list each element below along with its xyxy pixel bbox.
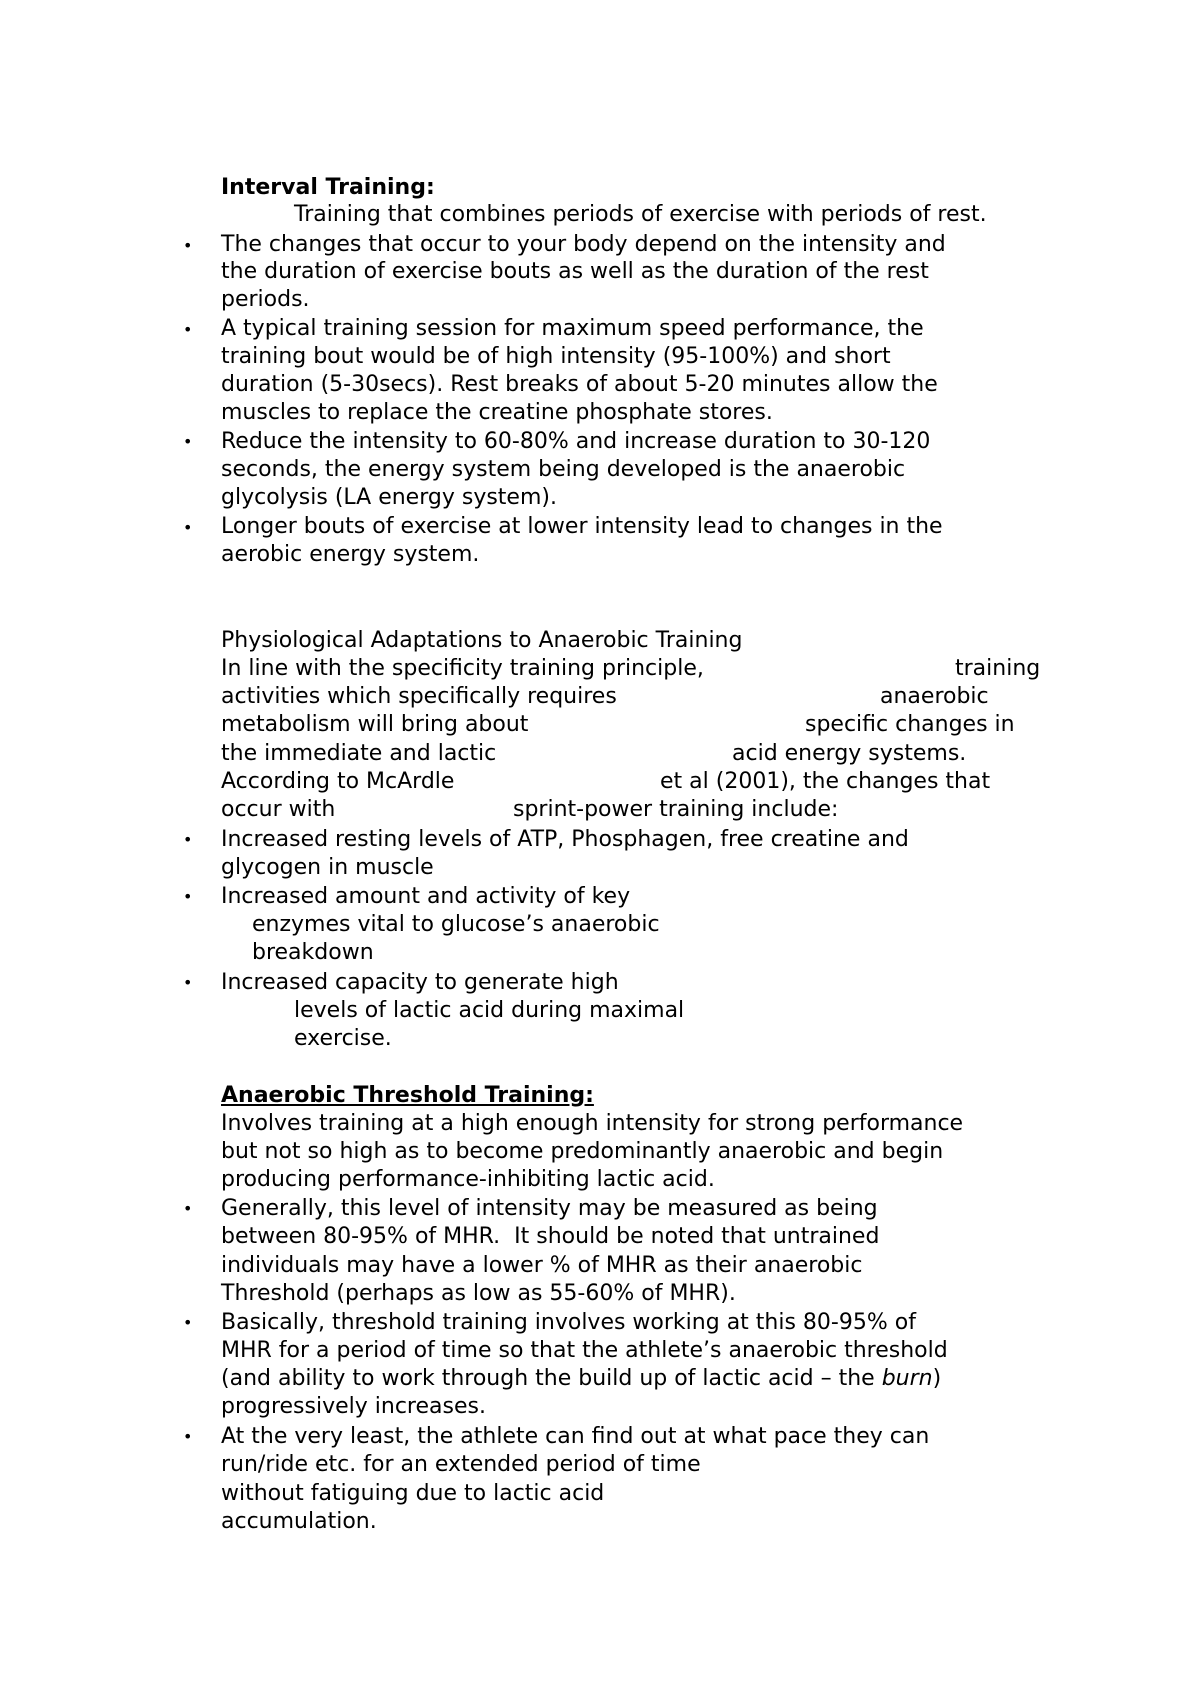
intro-segment: anaerobic — [880, 684, 989, 709]
intro-segment: activities which specifically requires — [221, 684, 617, 709]
threshold-intro-line: producing performance-inhibiting lactic acid. — [221, 1167, 715, 1192]
threshold-intro-line: but not so high as to become predominantly anaerobic and begin — [221, 1139, 944, 1164]
intro-segment: specific changes in — [805, 712, 1015, 737]
bullet-text-line: Basically, threshold training involves working at this 80-95% of — [221, 1310, 916, 1335]
bullet-text-line: enzymes vital to glucose’s anaerobic — [252, 912, 660, 937]
intro-segment: In line with the specificity training principle, — [221, 656, 704, 681]
threshold-heading: Anaerobic Threshold Training: — [221, 1083, 594, 1108]
bullet-marker: • — [183, 1313, 193, 1332]
bullet-text-line: Increased amount and activity of key — [221, 884, 631, 909]
bullet-text-line: periods. — [221, 287, 310, 312]
bullet-text-line: The changes that occur to your body depend on the intensity and — [221, 232, 946, 257]
bullet-text-line: the duration of exercise bouts as well as the duration of the rest — [221, 259, 929, 284]
bullet-text-line: progressively increases. — [221, 1394, 486, 1419]
intro-segment: metabolism will bring about — [221, 712, 529, 737]
bullet-marker: • — [183, 236, 193, 255]
bullet-text-line: muscles to replace the creatine phosphate stores. — [221, 400, 773, 425]
bullet-text-line: glycogen in muscle — [221, 855, 434, 880]
intro-segment: the immediate and lactic — [221, 741, 497, 766]
bullet-marker: • — [183, 973, 193, 992]
bullet-marker: • — [183, 830, 193, 849]
bullet-text-line: breakdown — [252, 940, 374, 965]
bullet-text-line: MHR for a period of time so that the athlete’s anaerobic threshold — [221, 1338, 948, 1363]
adaptations-heading: Physiological Adaptations to Anaerobic Training — [221, 628, 743, 653]
bullet-text-line: accumulation. — [221, 1509, 377, 1534]
bullet-marker: • — [183, 887, 193, 906]
bullet-text-line: training bout would be of high intensity (95-100%) and short — [221, 344, 891, 369]
bullet-marker: • — [183, 1199, 193, 1218]
interval-heading: Interval Training: — [221, 175, 435, 200]
bullet-text-line: Increased resting levels of ATP, Phosphagen, free creatine and — [221, 827, 909, 852]
bullet-marker: • — [183, 432, 193, 451]
bullet-text-line: Generally, this level of intensity may be measured as being — [221, 1196, 878, 1221]
bullet-marker: • — [183, 518, 193, 537]
bullet-text-line: Threshold (perhaps as low as 55-60% of MHR). — [221, 1281, 736, 1306]
intro-segment: et al (2001), the changes that — [660, 769, 991, 794]
interval-definition: Training that combines periods of exercise with periods of rest. — [294, 202, 987, 227]
text-segment: (and ability to work through the build up of lactic acid – the — [221, 1366, 882, 1391]
bullet-text-line: At the very least, the athlete can find out at what pace they can — [221, 1424, 930, 1449]
intro-segment: occur with — [221, 797, 336, 822]
bullet-text-line: without fatiguing due to lactic acid — [221, 1481, 605, 1506]
bullet-text-line-with-emphasis — [221, 1365, 941, 1393]
intro-segment: sprint-power training include: — [513, 797, 839, 822]
emphasis-burn: burn — [881, 1366, 933, 1391]
bullet-text-line: duration (5-30secs). Rest breaks of about 5-20 minutes allow the — [221, 372, 938, 397]
bullet-text-line: seconds, the energy system being developed is the anaerobic — [221, 457, 906, 482]
bullet-text-line: A typical training session for maximum speed performance, the — [221, 316, 924, 341]
threshold-intro-line: Involves training at a high enough intensity for strong performance — [221, 1111, 964, 1136]
bullet-marker: • — [183, 1427, 193, 1446]
bullet-text-line: levels of lactic acid during maximal — [294, 998, 685, 1023]
bullet-text-line: Reduce the intensity to 60-80% and increase duration to 30-120 — [221, 429, 931, 454]
bullet-text-line: between 80-95% of MHR. It should be noted that untrained — [221, 1224, 880, 1249]
bullet-text-line: Increased capacity to generate high — [221, 970, 619, 995]
bullet-text-line: Longer bouts of exercise at lower intensity lead to changes in the — [221, 514, 943, 539]
intro-segment: acid energy systems. — [732, 741, 967, 766]
bullet-marker: • — [183, 320, 193, 339]
bullet-text-line: run/ride etc. for an extended period of time — [221, 1452, 701, 1477]
text-segment: ) — [932, 1366, 942, 1391]
bullet-text-line: exercise. — [294, 1026, 392, 1051]
bullet-text-line: glycolysis (LA energy system). — [221, 485, 557, 510]
intro-segment: training — [955, 656, 1041, 681]
bullet-text-line: individuals may have a lower % of MHR as their anaerobic — [221, 1253, 863, 1278]
bullet-text-line: aerobic energy system. — [221, 542, 480, 567]
intro-segment: According to McArdle — [221, 769, 455, 794]
